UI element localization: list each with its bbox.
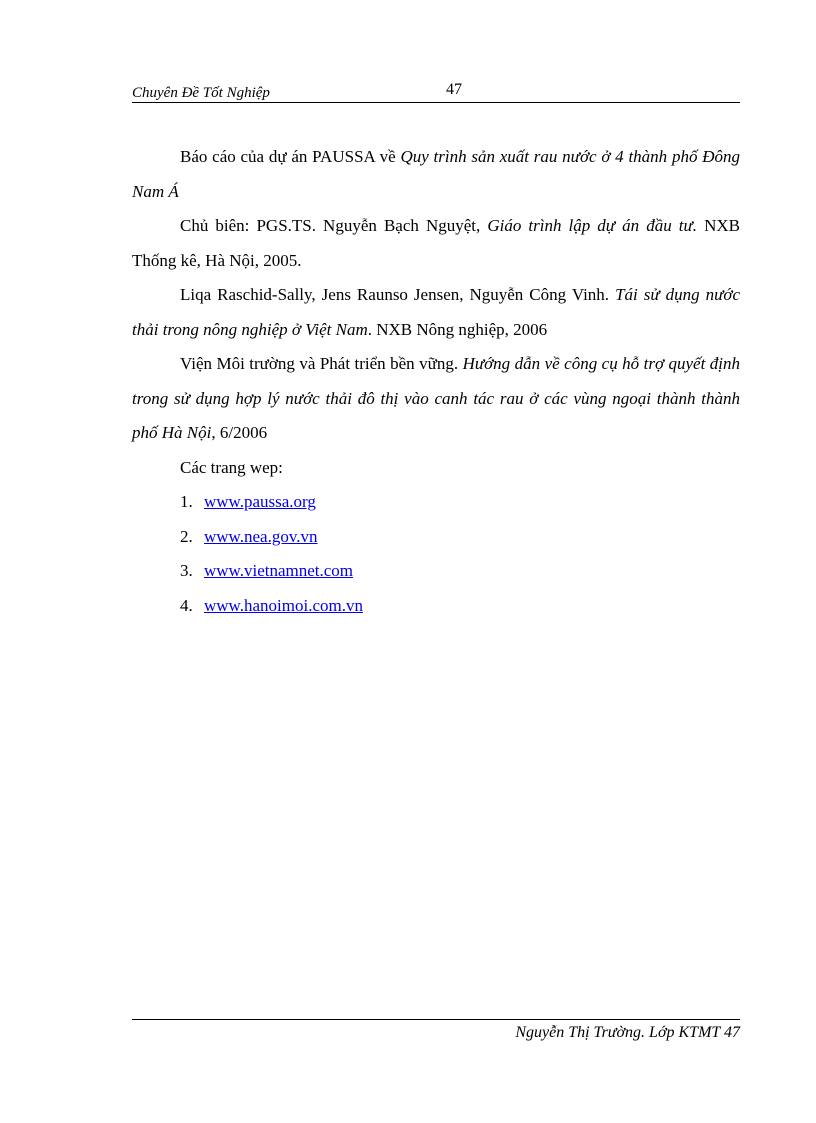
reference-entry — [132, 278, 740, 347]
document-body — [132, 140, 740, 623]
reference-title: Giáo trình lập dự án đầu tư. — [487, 216, 698, 235]
page-number: 47 — [446, 81, 462, 98]
reference-title: Quy trình sản xuất rau nước ở 4 thành phố Đông Nam Á — [132, 147, 740, 201]
reference-authors: Báo cáo của dự án PAUSSA về — [180, 147, 401, 166]
reference-authors: Liqa Raschid-Sally, Jens Raunso Jensen, Nguyễn Công Vinh. — [180, 285, 616, 304]
list-item — [132, 589, 740, 624]
website-list — [132, 485, 740, 623]
reference-authors: Viện Môi trường và Phát triển bền vững. — [180, 354, 463, 373]
footer-author: Nguyễn Thị Trường. Lớp KTMT 47 — [515, 1024, 740, 1041]
reference-authors: Chủ biên: PGS.TS. Nguyễn Bạch Nguyệt, — [180, 216, 488, 235]
websites-heading: Các trang wep: — [180, 457, 283, 477]
reference-entry — [132, 347, 740, 451]
reference-entry — [132, 140, 740, 209]
list-number: 3. — [180, 561, 193, 580]
website-link[interactable]: www.vietnamnet.com — [204, 561, 354, 580]
header-title: Chuyên Đề Tốt Nghiệp — [132, 85, 270, 101]
reference-entry — [132, 209, 740, 278]
website-link[interactable]: www.paussa.org — [204, 492, 316, 511]
website-link[interactable]: www.hanoimoi.com.vn — [204, 595, 363, 615]
reference-publisher: , 6/2006 — [211, 423, 268, 442]
list-item — [132, 520, 740, 555]
list-item — [132, 485, 740, 520]
reference-title: Hướng dẫn về công cụ hỗ trợ quyết định trong sử dụng hợp lý nước thải đô thị vào canh tác rau ở các vùng ngoại thành thành phố Hà Nội — [132, 354, 740, 442]
reference-publisher: . NXB Nông nghiệp, 2006 — [367, 319, 548, 339]
reference-publisher: NXB Thống kê, Hà Nội, 2005. — [132, 216, 740, 270]
list-item — [132, 554, 740, 589]
reference-title: Tái sử dụng nước thải trong nông nghiệp ở Việt Nam — [132, 285, 740, 339]
footer-divider — [132, 1019, 740, 1020]
list-number: 1. — [180, 492, 193, 511]
list-number: 4. — [180, 595, 193, 615]
list-number: 2. — [180, 526, 193, 546]
website-link[interactable]: www.nea.gov.vn — [204, 526, 318, 546]
header-divider — [132, 102, 740, 103]
